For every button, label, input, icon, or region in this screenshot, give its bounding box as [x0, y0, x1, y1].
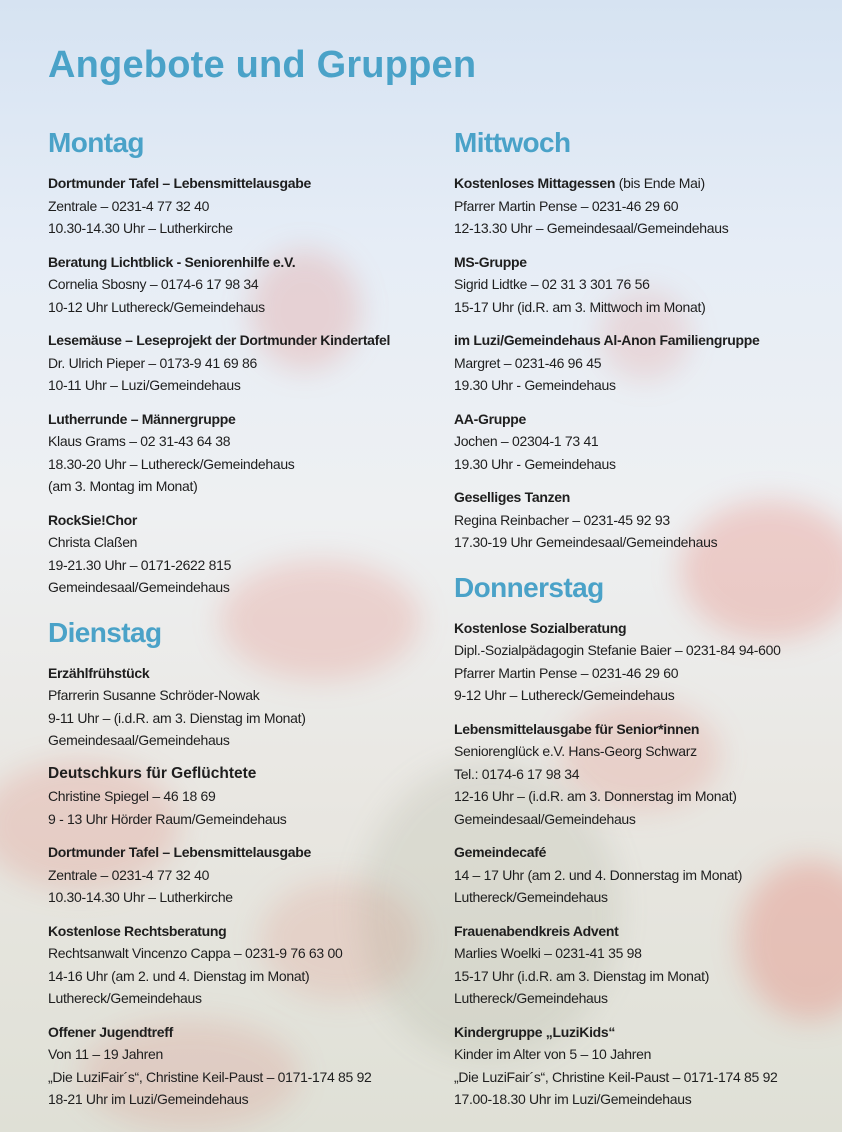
offer-detail-line: (am 3. Montag im Monat) — [48, 478, 198, 494]
day-heading: Mittwoch — [454, 127, 571, 158]
offer-title — [48, 329, 428, 352]
offer-entry — [454, 172, 834, 240]
offer-title-text: Kostenlose Sozialberatung — [454, 619, 627, 636]
offer-detail-line: „Die LuziFair´s“, Christine Keil-Paust – 0171-174 85 92 — [48, 1068, 372, 1085]
offer-title — [454, 329, 834, 352]
offer-entry — [454, 617, 834, 707]
column-right — [454, 126, 834, 1122]
offer-entry — [454, 841, 834, 909]
offer-entry — [48, 1021, 428, 1111]
offer-entry — [48, 408, 428, 498]
offer-entry — [48, 172, 428, 240]
offer-detail-line: 10-12 Uhr Luthereck/Gemeindehaus — [48, 298, 265, 315]
offer-title — [454, 486, 834, 509]
offer-detail-line: 19.30 Uhr - Gemeindehaus — [454, 377, 616, 393]
offer-title-text: Lesemäuse – Leseprojekt der Dortmunder Kindertafel — [48, 332, 391, 348]
offer-title — [454, 718, 834, 741]
offer-detail-line: 18-21 Uhr im Luzi/Gemeindehaus — [48, 1091, 249, 1107]
offer-detail-line: Dipl.-Sozialpädagogin Stefanie Baier – 0231-84 94-600 — [454, 642, 781, 658]
offer-title — [48, 920, 428, 943]
offer-title-text: Dortmunder Tafel – Lebensmittelausgabe — [48, 844, 311, 860]
offer-detail-line: Margret – 0231-46 96 45 — [454, 354, 602, 371]
offer-entry — [454, 1021, 834, 1111]
day-section-dienstag — [48, 616, 428, 1111]
offer-detail-line: Gemeindesaal/Gemeindehaus — [454, 810, 636, 827]
offer-entry — [48, 329, 428, 397]
offer-title-text: Deutschkurs für Geflüchtete — [48, 764, 257, 782]
offer-title — [454, 1021, 834, 1044]
offer-detail-line: 18.30-20 Uhr – Luthereck/Gemeindehaus — [48, 455, 295, 472]
offer-detail-line: 14 – 17 Uhr (am 2. und 4. Donnerstag im Monat) — [454, 866, 743, 883]
offer-detail-line: Rechtsanwalt Vincenzo Cappa – 0231-9 76 63 00 — [48, 945, 343, 961]
offer-entry — [48, 841, 428, 909]
offer-detail-line: 9-11 Uhr – (i.d.R. am 3. Dienstag im Monat) — [48, 709, 306, 726]
offer-title-text: Offener Jugendtreff — [48, 1023, 173, 1040]
offer-detail-line: Gemeindesaal/Gemeindehaus — [48, 732, 230, 748]
offer-detail-line: 10.30-14.30 Uhr – Lutherkirche — [48, 889, 233, 905]
offer-detail-line: 17.30-19 Uhr Gemeindesaal/Gemeindehaus — [454, 534, 718, 550]
offer-detail-line: Seniorenglück e.V. Hans-Georg Schwarz — [454, 743, 697, 759]
offer-detail-line: Cornelia Sbosny – 0174-6 17 98 34 — [48, 276, 259, 292]
offer-title — [454, 251, 834, 274]
offer-entry — [454, 251, 834, 319]
offer-title-note: (bis Ende Mai) — [615, 175, 705, 191]
offer-detail-line: 19-21.30 Uhr – 0171-2622 815 — [48, 556, 232, 573]
offer-detail-line: Luthereck/Gemeindehaus — [454, 889, 608, 905]
offer-detail-line: Marlies Woelki – 0231-41 35 98 — [454, 945, 642, 961]
offer-detail-line: 17.00-18.30 Uhr im Luzi/Gemeindehaus — [454, 1091, 692, 1107]
page-title: Angebote und Gruppen — [48, 44, 477, 86]
offer-title — [454, 841, 834, 864]
offer-title-text: MS-Gruppe — [454, 253, 527, 270]
day-section-donnerstag — [454, 571, 834, 1111]
offer-entry — [48, 763, 428, 831]
offer-entry — [454, 486, 834, 554]
offer-detail-line: Gemeindesaal/Gemeindehaus — [48, 579, 230, 595]
offer-entry — [48, 662, 428, 752]
offer-entry — [454, 408, 834, 476]
offer-title-text: Kostenloses Mittagessen — [454, 175, 616, 191]
offer-title — [48, 509, 428, 532]
offer-title — [48, 841, 428, 864]
offer-detail-line: Pfarrerin Susanne Schröder-Nowak — [48, 687, 260, 703]
offer-title-text: Lebensmittelausgabe für Senior*innen — [454, 720, 700, 737]
offer-detail-line: Zentrale – 0231-4 77 32 40 — [48, 197, 210, 214]
offer-detail-line: Von 11 – 19 Jahren — [48, 1046, 163, 1062]
offer-entry — [454, 329, 834, 397]
offer-title — [48, 662, 428, 685]
day-section-montag — [48, 126, 428, 599]
offer-detail-line: 12-16 Uhr – (i.d.R. am 3. Donnerstag im Monat) — [454, 788, 737, 804]
offer-title-text: Beratung Lichtblick - Seniorenhilfe e.V. — [48, 253, 296, 270]
offer-title-text: AA-Gruppe — [454, 410, 526, 427]
offer-title — [454, 920, 834, 943]
offer-detail-line: Zentrale – 0231-4 77 32 40 — [48, 866, 210, 883]
offer-title — [48, 1021, 428, 1044]
offer-title — [454, 172, 834, 195]
offer-detail-line: 19.30 Uhr - Gemeindehaus — [454, 455, 616, 472]
offer-detail-line: Kinder im Alter von 5 – 10 Jahren — [454, 1046, 652, 1062]
column-left — [48, 126, 428, 1122]
offer-entry — [48, 509, 428, 599]
day-heading: Montag — [48, 127, 144, 158]
offer-entry — [454, 718, 834, 831]
offer-entry — [48, 251, 428, 319]
offer-title — [48, 763, 428, 786]
offer-detail-line: Sigrid Lidtke – 02 31 3 301 76 56 — [454, 276, 650, 292]
offer-title-text: im Luzi/Gemeindehaus Al-Anon Familiengruppe — [454, 332, 760, 348]
offer-title — [48, 172, 428, 195]
offer-detail-line: 12-13.30 Uhr – Gemeindesaal/Gemeindehaus — [454, 220, 729, 236]
offer-detail-line: Luthereck/Gemeindehaus — [454, 990, 608, 1006]
offer-title-text: Frauenabendkreis Advent — [454, 922, 619, 939]
offer-detail-line: Christa Claßen — [48, 534, 138, 550]
offer-detail-line: 10.30-14.30 Uhr – Lutherkirche — [48, 220, 233, 236]
offer-title-text: Dortmunder Tafel – Lebensmittelausgabe — [48, 175, 311, 191]
offer-title-text: Lutherrunde – Männergruppe — [48, 410, 236, 427]
offer-title — [48, 251, 428, 274]
offer-detail-line: Pfarrer Martin Pense – 0231-46 29 60 — [454, 664, 679, 681]
offer-detail-line: Jochen – 02304-1 73 41 — [454, 433, 599, 449]
offer-detail-line: „Die LuziFair´s“, Christine Keil-Paust – 0171-174 85 92 — [454, 1068, 778, 1085]
offer-detail-line: 9-12 Uhr – Luthereck/Gemeindehaus — [454, 687, 675, 703]
offer-detail-line: 15-17 Uhr (id.R. am 3. Mittwoch im Monat) — [454, 298, 706, 315]
offer-entry — [48, 920, 428, 1010]
offer-title-text: RockSie!Chor — [48, 511, 137, 528]
offer-detail-line: 9 - 13 Uhr Hörder Raum/Gemeindehaus — [48, 810, 287, 827]
offer-detail-line: Dr. Ulrich Pieper – 0173-9 41 69 86 — [48, 354, 257, 371]
offer-detail-line: Pfarrer Martin Pense – 0231-46 29 60 — [454, 197, 679, 214]
offer-detail-line: 14-16 Uhr (am 2. und 4. Dienstag im Monat) — [48, 967, 310, 984]
offer-title-text: Gemeindecafé — [454, 844, 547, 860]
offer-title — [454, 408, 834, 431]
offer-title-text: Kostenlose Rechtsberatung — [48, 922, 227, 939]
offer-detail-line: Klaus Grams – 02 31-43 64 38 — [48, 433, 231, 449]
offer-detail-line: 10-11 Uhr – Luzi/Gemeindehaus — [48, 377, 241, 393]
day-heading: Dienstag — [48, 616, 162, 648]
offer-detail-line: Christine Spiegel – 46 18 69 — [48, 788, 216, 804]
day-heading: Donnerstag — [454, 571, 604, 603]
offer-title-text: Erzählfrühstück — [48, 664, 150, 681]
offer-title-text: Kindergruppe „LuziKids“ — [454, 1023, 616, 1040]
offer-detail-line: Tel.: 0174-6 17 98 34 — [454, 765, 580, 782]
offer-detail-line: Regina Reinbacher – 0231-45 92 93 — [454, 511, 670, 528]
day-section-mittwoch — [454, 126, 834, 554]
offer-title — [48, 408, 428, 431]
offer-detail-line: 15-17 Uhr (i.d.R. am 3. Dienstag im Monat) — [454, 967, 710, 984]
offer-entry — [454, 920, 834, 1010]
offer-title-text: Geselliges Tanzen — [454, 489, 571, 505]
offer-title — [454, 617, 834, 640]
offer-detail-line: Luthereck/Gemeindehaus — [48, 990, 202, 1006]
